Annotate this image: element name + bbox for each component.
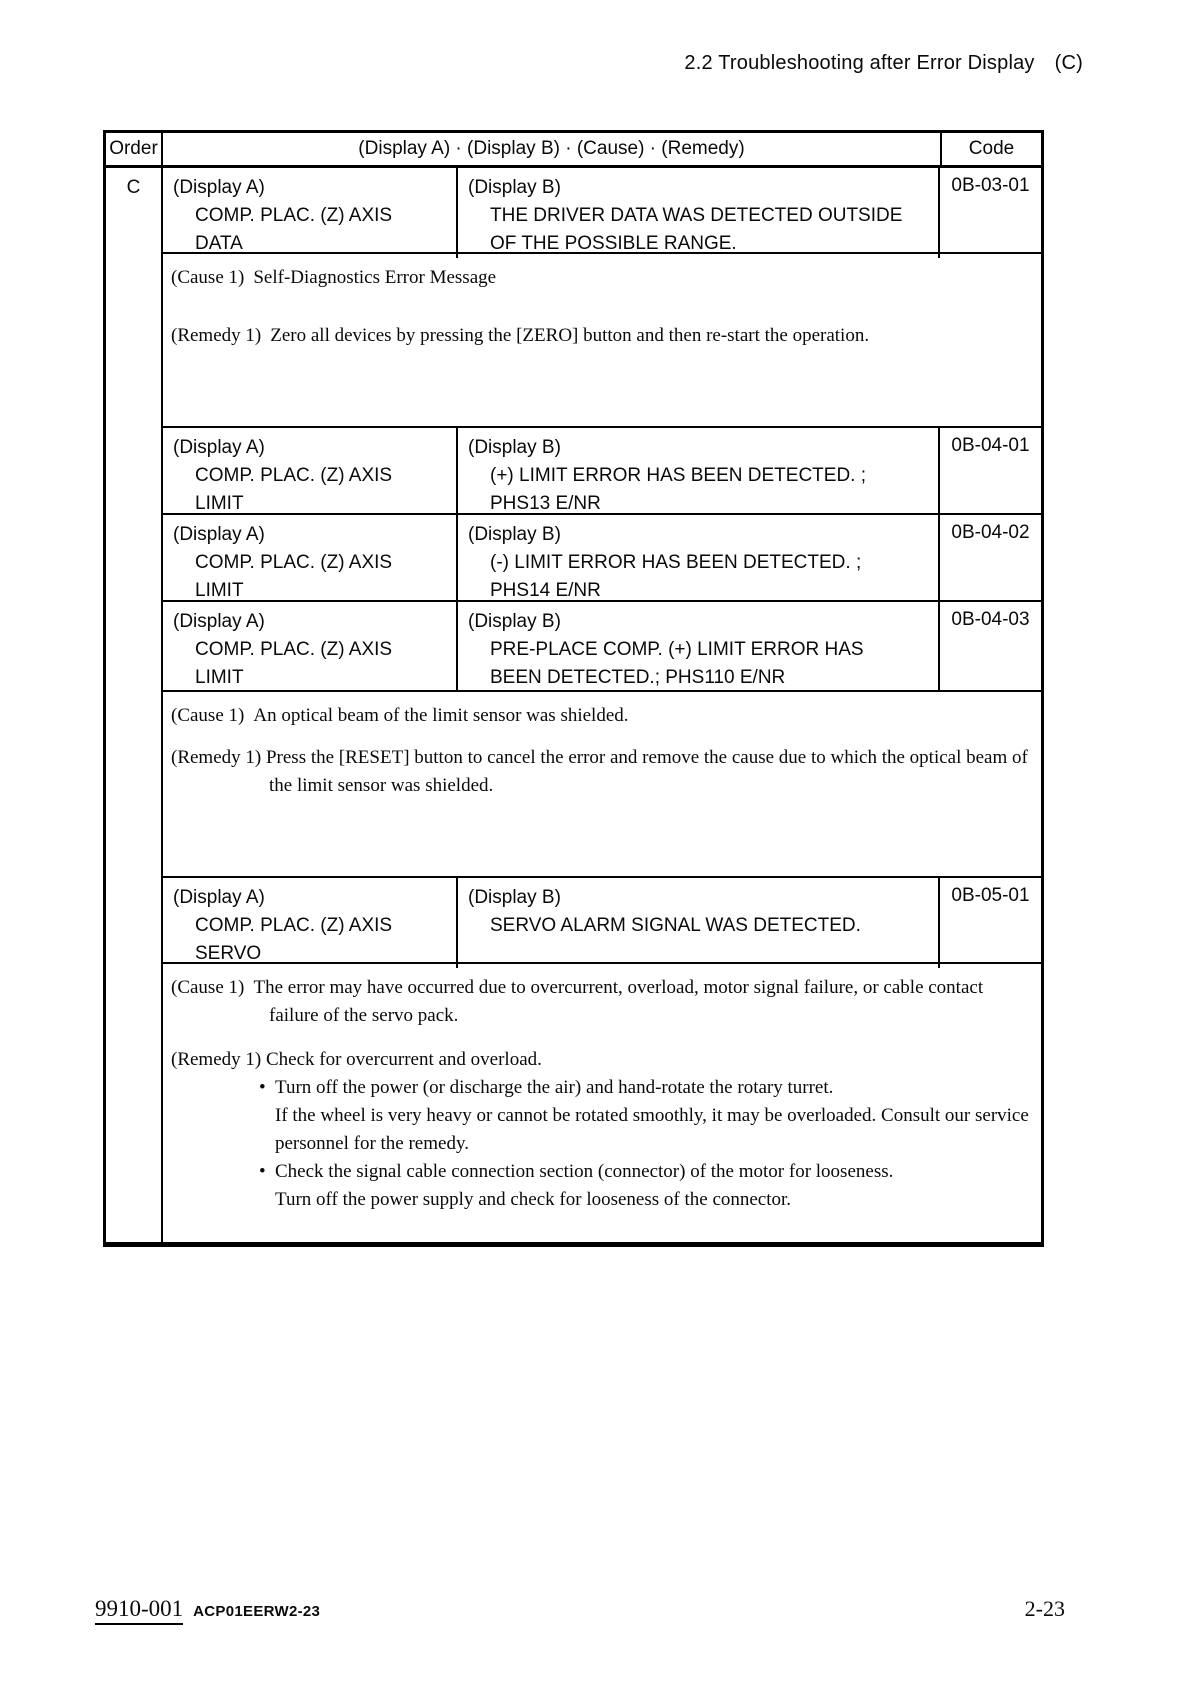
display-a-cell (163, 515, 458, 605)
code-cell: 0B-04-03 (951, 609, 1030, 630)
cause-remedy-block (163, 252, 1041, 426)
remedy-bullet (171, 1158, 1033, 1186)
section-title: 2.2 Troubleshooting after Error Display (684, 52, 1035, 74)
cause-remedy-block (163, 962, 1041, 1242)
order-cell: C (106, 168, 163, 1242)
main-column-header: (Display A) · (Display B) · (Cause) · (Remedy) (358, 138, 745, 159)
document-code: ACP01EERW2-23 (193, 1603, 321, 1620)
table-row (163, 876, 1041, 962)
remedy-text: Zero all devices by pressing the [ZERO] button and then re-start the operation. (270, 325, 870, 346)
display-a-text: LIMIT (195, 493, 244, 514)
cause-text: The error may have occurred due to overcurrent, overload, motor signal failure, or cable contact failure of the servo pack. (253, 977, 984, 1026)
page-footer (95, 1596, 320, 1625)
bullet-note: Turn off the power supply and check for looseness of the connector. (275, 1189, 792, 1210)
display-b-text: PHS14 E/NR (490, 580, 601, 601)
remedy-bullet (171, 1074, 1033, 1102)
display-a-text: COMP. PLAC. (Z) AXIS (195, 205, 393, 226)
display-a-text: COMP. PLAC. (Z) AXIS (195, 639, 393, 660)
display-a-text: COMP. PLAC. (Z) AXIS (195, 915, 393, 936)
display-a-cell (163, 878, 458, 968)
display-a-label: (Display A) (173, 887, 265, 908)
display-b-text: BEEN DETECTED.; PHS110 E/NR (490, 667, 786, 688)
display-b-cell (458, 428, 940, 518)
bullet-icon: • (259, 1077, 266, 1098)
remedy-label: (Remedy 1) (171, 1049, 262, 1070)
display-b-label: (Display B) (468, 887, 561, 908)
table-row (163, 513, 1041, 600)
display-a-label: (Display A) (173, 524, 265, 545)
cause-label: (Cause 1) (171, 267, 245, 288)
display-b-cell (458, 515, 940, 605)
page-number: 2-23 (1024, 1596, 1065, 1621)
code-column-header: Code (940, 133, 1041, 165)
code-cell: 0B-05-01 (951, 885, 1030, 906)
display-b-cell (458, 168, 940, 258)
display-b-label: (Display B) (468, 611, 561, 632)
bullet-note: If the wheel is very heavy or cannot be rotated smoothly, it may be overloaded. Consult our service personnel for the remedy. (275, 1105, 1029, 1154)
display-b-label: (Display B) (468, 437, 561, 458)
cause-label: (Cause 1) (171, 705, 245, 726)
cause-line (171, 974, 1033, 1030)
remedy-line (171, 322, 1033, 350)
display-a-cell (163, 168, 458, 258)
table-row (163, 168, 1041, 252)
display-b-cell (458, 602, 940, 692)
content-column (163, 168, 1041, 1242)
remedy-label: (Remedy 1) (171, 747, 262, 768)
display-b-text: PRE-PLACE COMP. (+) LIMIT ERROR HAS (490, 639, 864, 660)
display-a-label: (Display A) (173, 611, 265, 632)
display-a-label: (Display A) (173, 177, 265, 198)
display-b-text: (+) LIMIT ERROR HAS BEEN DETECTED. ; (490, 465, 867, 486)
display-b-label: (Display B) (468, 524, 561, 545)
table-header-row (106, 133, 1041, 168)
remedy-line (171, 744, 1033, 800)
cause-text: An optical beam of the limit sensor was shielded. (253, 705, 629, 726)
bullet-text: Check the signal cable connection section (connector) of the motor for looseness. (275, 1161, 894, 1182)
code-cell: 0B-03-01 (951, 175, 1030, 196)
cause-remedy-block (163, 690, 1041, 876)
display-a-text: SERVO (195, 943, 262, 964)
display-b-label: (Display B) (468, 177, 561, 198)
display-a-text: LIMIT (195, 667, 244, 688)
display-b-text: PHS13 E/NR (490, 493, 601, 514)
code-cell: 0B-04-01 (951, 435, 1030, 456)
remedy-label: (Remedy 1) (171, 325, 262, 346)
display-b-text: OF THE POSSIBLE RANGE. (490, 233, 737, 254)
display-b-cell (458, 878, 940, 968)
code-cell: 0B-04-02 (951, 522, 1030, 543)
cause-line (171, 264, 1033, 292)
display-a-text: COMP. PLAC. (Z) AXIS (195, 552, 393, 573)
cause-label: (Cause 1) (171, 977, 245, 998)
display-a-cell (163, 428, 458, 518)
display-a-cell (163, 602, 458, 692)
display-a-text: LIMIT (195, 580, 244, 601)
display-b-text: (-) LIMIT ERROR HAS BEEN DETECTED. ; (490, 552, 862, 573)
cause-line (171, 702, 1033, 730)
section-mark: (C) (1054, 52, 1083, 74)
display-a-label: (Display A) (173, 437, 265, 458)
page-header (684, 52, 1083, 75)
table-row (163, 600, 1041, 690)
display-a-text: COMP. PLAC. (Z) AXIS (195, 465, 393, 486)
troubleshooting-table (103, 130, 1044, 1247)
bullet-icon: • (259, 1161, 266, 1182)
document-number: 9910-001 (95, 1596, 183, 1625)
table-row (163, 426, 1041, 513)
table-body (106, 168, 1041, 1242)
cause-text: Self-Diagnostics Error Message (253, 267, 497, 288)
remedy-text: Press the [RESET] button to cancel the error and remove the cause due to which the optical beam of the limit sensor was shielded. (265, 747, 1028, 796)
order-column-header: Order (106, 133, 163, 165)
display-a-text: DATA (195, 233, 243, 254)
bullet-text: Turn off the power (or discharge the air) and hand-rotate the rotary turret. (275, 1077, 834, 1098)
display-b-text: SERVO ALARM SIGNAL WAS DETECTED. (490, 915, 861, 936)
display-b-text: THE DRIVER DATA WAS DETECTED OUTSIDE (490, 205, 903, 226)
remedy-line (171, 1046, 1033, 1074)
remedy-text: Check for overcurrent and overload. (265, 1049, 542, 1070)
